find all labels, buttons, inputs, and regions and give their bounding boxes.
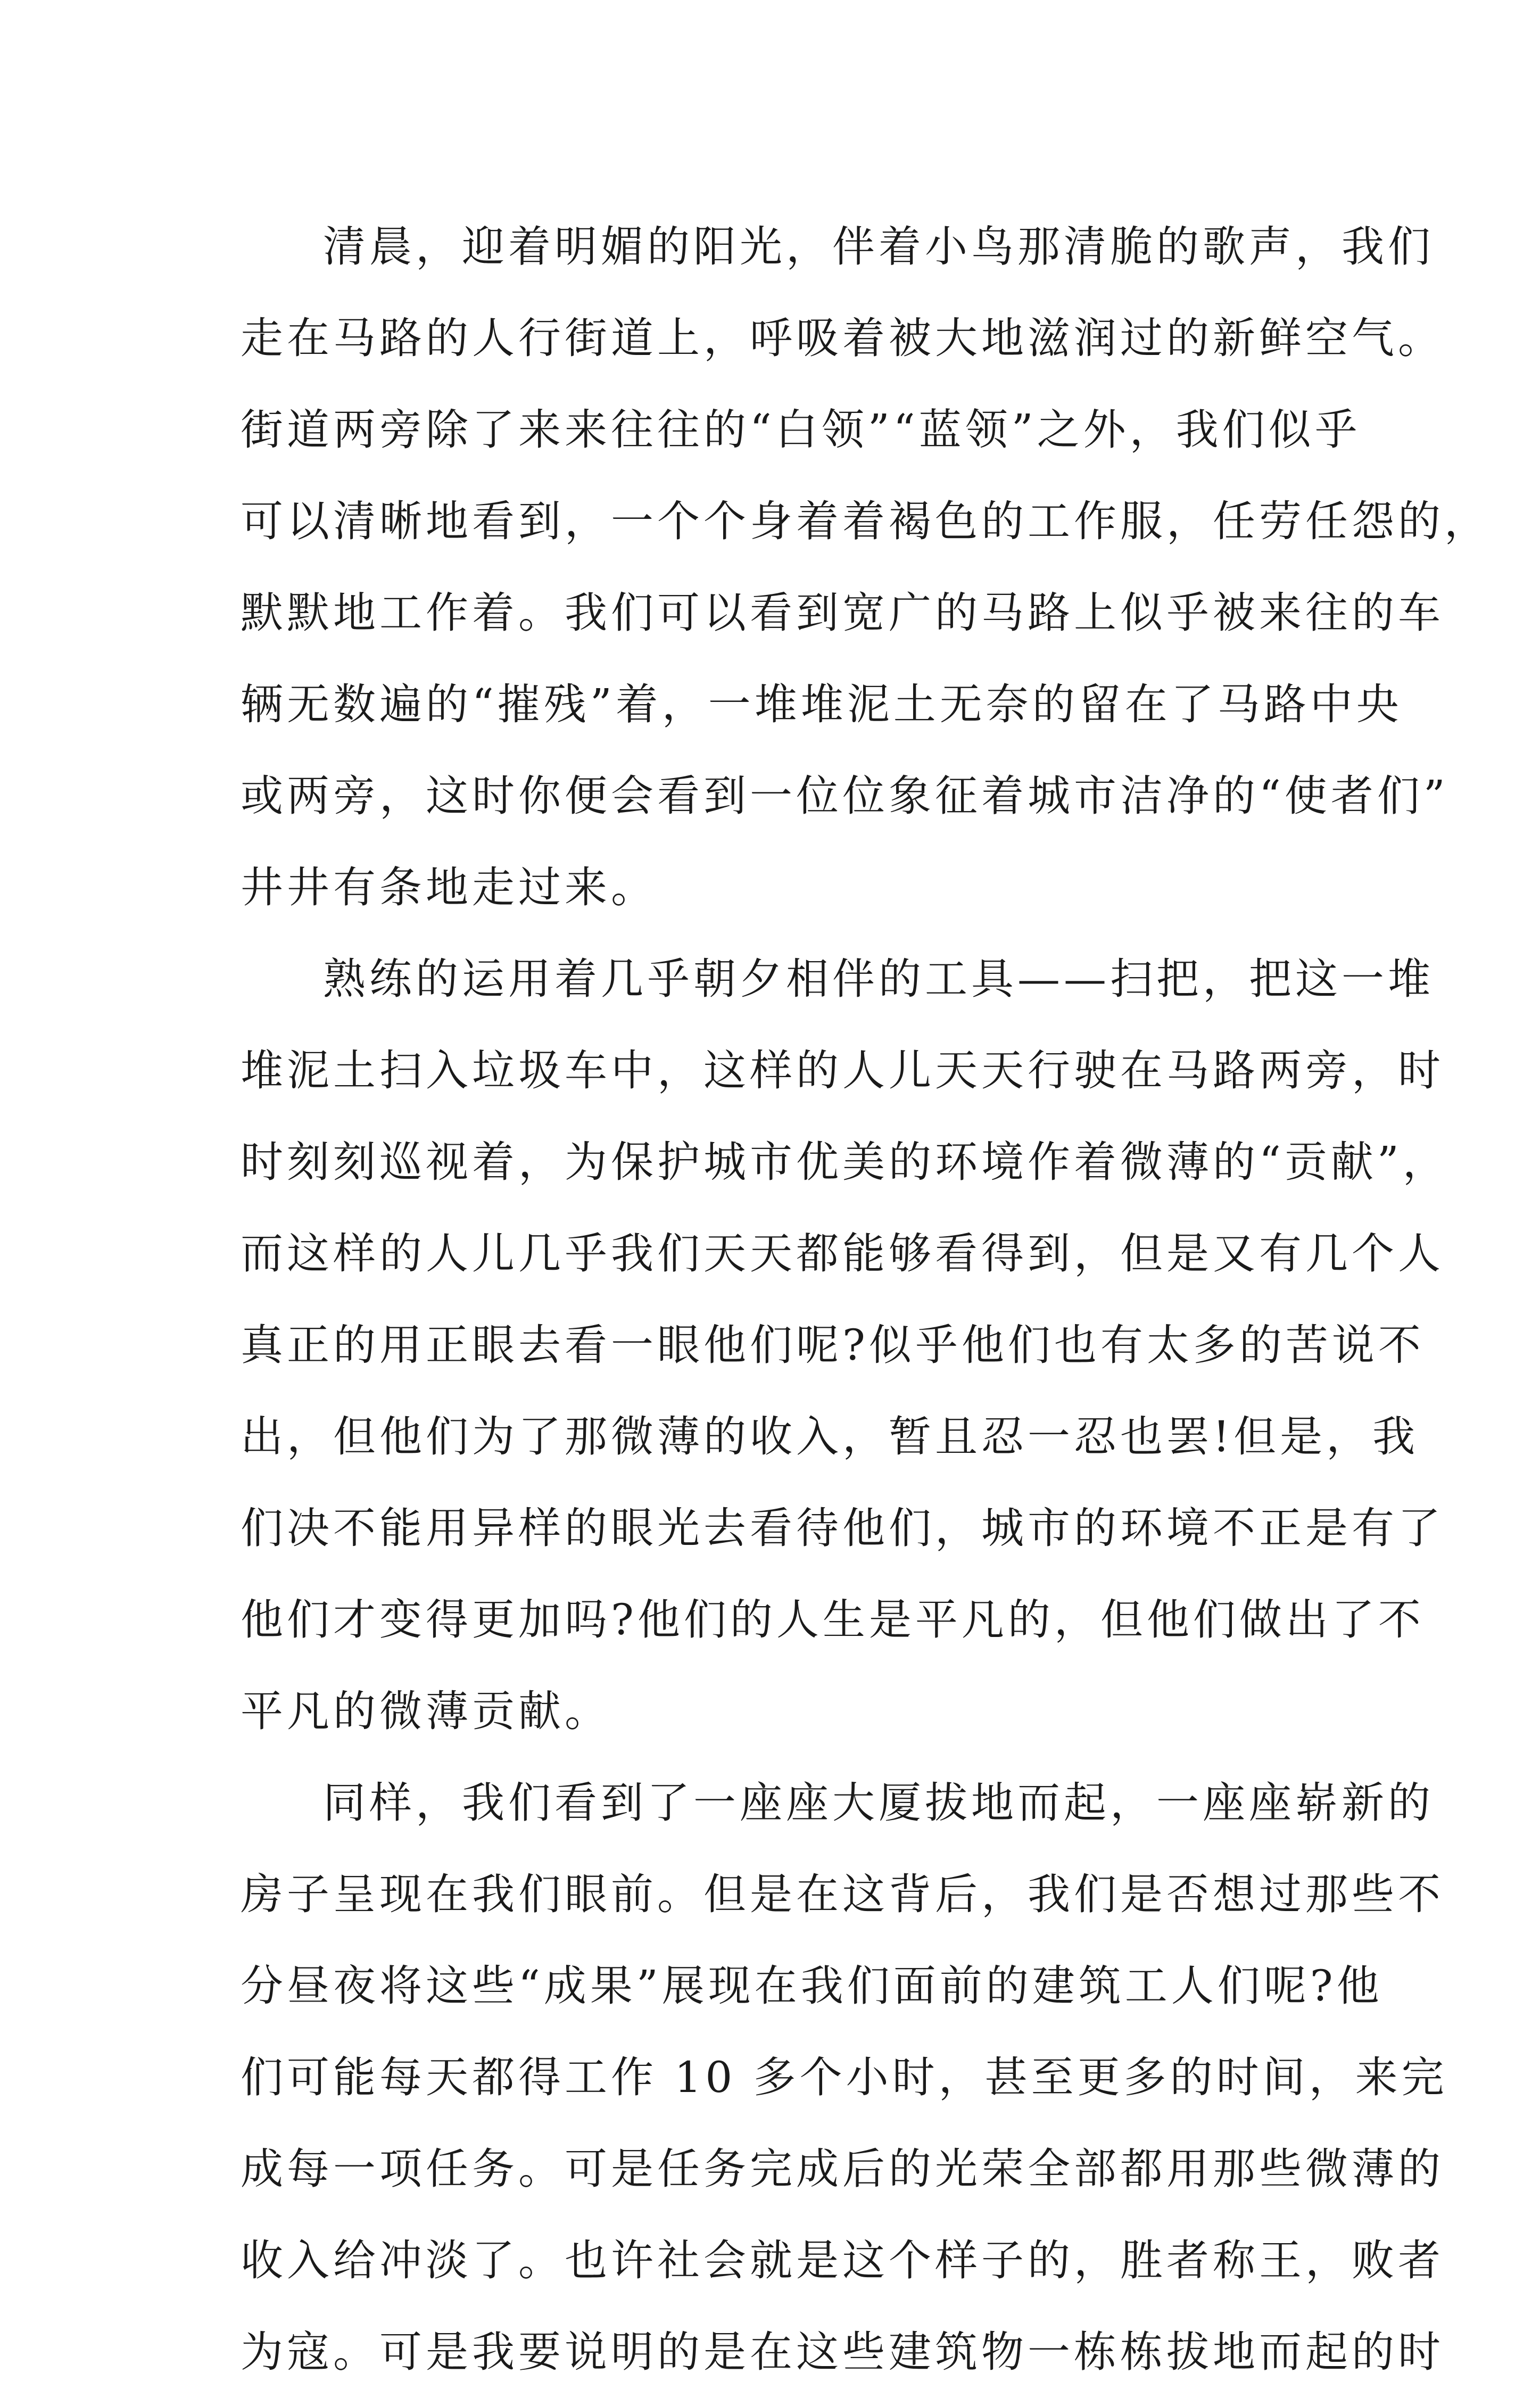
- text-line: 同样，我们看到了一座座大厦拔地而起，一座座崭新的: [323, 1778, 1434, 1828]
- text-line: 街道两旁除了来来往往的“白领”“蓝领”之外，我们似乎: [241, 405, 1361, 454]
- text-line: 他们才变得更加吗?他们的人生是平凡的，但他们做出了不: [241, 1595, 1425, 1644]
- text-line: 们决不能用异样的眼光去看待他们，城市的环境不正是有了: [241, 1503, 1444, 1553]
- text-line: 默默地工作着。我们可以看到宽广的马路上似乎被来往的车: [241, 588, 1444, 638]
- text-line: 房子呈现在我们眼前。但是在这背后，我们是否想过那些不: [241, 1870, 1444, 1919]
- text-line: 可以清晰地看到，一个个身着着褐色的工作服，任劳任怨的，: [241, 497, 1491, 546]
- text-line: 收入给冲淡了。也许社会就是这个样子的，胜者称王，败者: [241, 2236, 1444, 2285]
- paragraph: [241, 1757, 1448, 2398]
- text-line: 成每一项任务。可是任务完成后的光荣全部都用那些微薄的: [241, 2144, 1444, 2194]
- text-line: 平凡的微薄贡献。: [241, 1686, 611, 1736]
- text-line: 而这样的人儿几乎我们天天都能够看得到，但是又有几个人: [241, 1229, 1444, 1278]
- text-line: 为寇。可是我要说明的是在这些建筑物一栋栋拔地而起的时: [241, 2327, 1444, 2377]
- paragraph: [241, 201, 1491, 933]
- text-line: 走在马路的人行街道上，呼吸着被大地滋润过的新鲜空气。: [241, 313, 1444, 363]
- text-line: 出，但他们为了那微薄的收入，暂且忍一忍也罢!但是，我: [241, 1412, 1419, 1461]
- text-line: 分昼夜将这些“成果”展现在我们面前的建筑工人们呢?他: [241, 1961, 1383, 2011]
- text-line: 真正的用正眼去看一眼他们呢?似乎他们也有太多的苦说不: [241, 1320, 1425, 1370]
- text-line: 清晨，迎着明媚的阳光，伴着小鸟那清脆的歌声，我们: [323, 222, 1434, 271]
- text-line: 堆泥土扫入垃圾车中，这样的人儿天天行驶在马路两旁，时: [241, 1046, 1444, 1095]
- text-line: 时刻刻巡视着，为保护城市优美的环境作着微薄的“贡献”，: [241, 1137, 1449, 1187]
- text-line: 辆无数遍的“摧残”着，一堆堆泥土无奈的留在了马路中央: [241, 680, 1403, 729]
- text-line: 井井有条地走过来。: [241, 863, 657, 912]
- paragraph: [241, 933, 1449, 1757]
- document-body: [241, 201, 1491, 2398]
- text-line: 或两旁，这时你便会看到一位位象征着城市洁净的“使者们”: [241, 771, 1449, 821]
- text-line: 们可能每天都得工作 10 多个小时，甚至更多的时间，来完: [241, 2053, 1448, 2102]
- text-line: 熟练的运用着几乎朝夕相伴的工具——扫把，把这一堆: [323, 954, 1434, 1004]
